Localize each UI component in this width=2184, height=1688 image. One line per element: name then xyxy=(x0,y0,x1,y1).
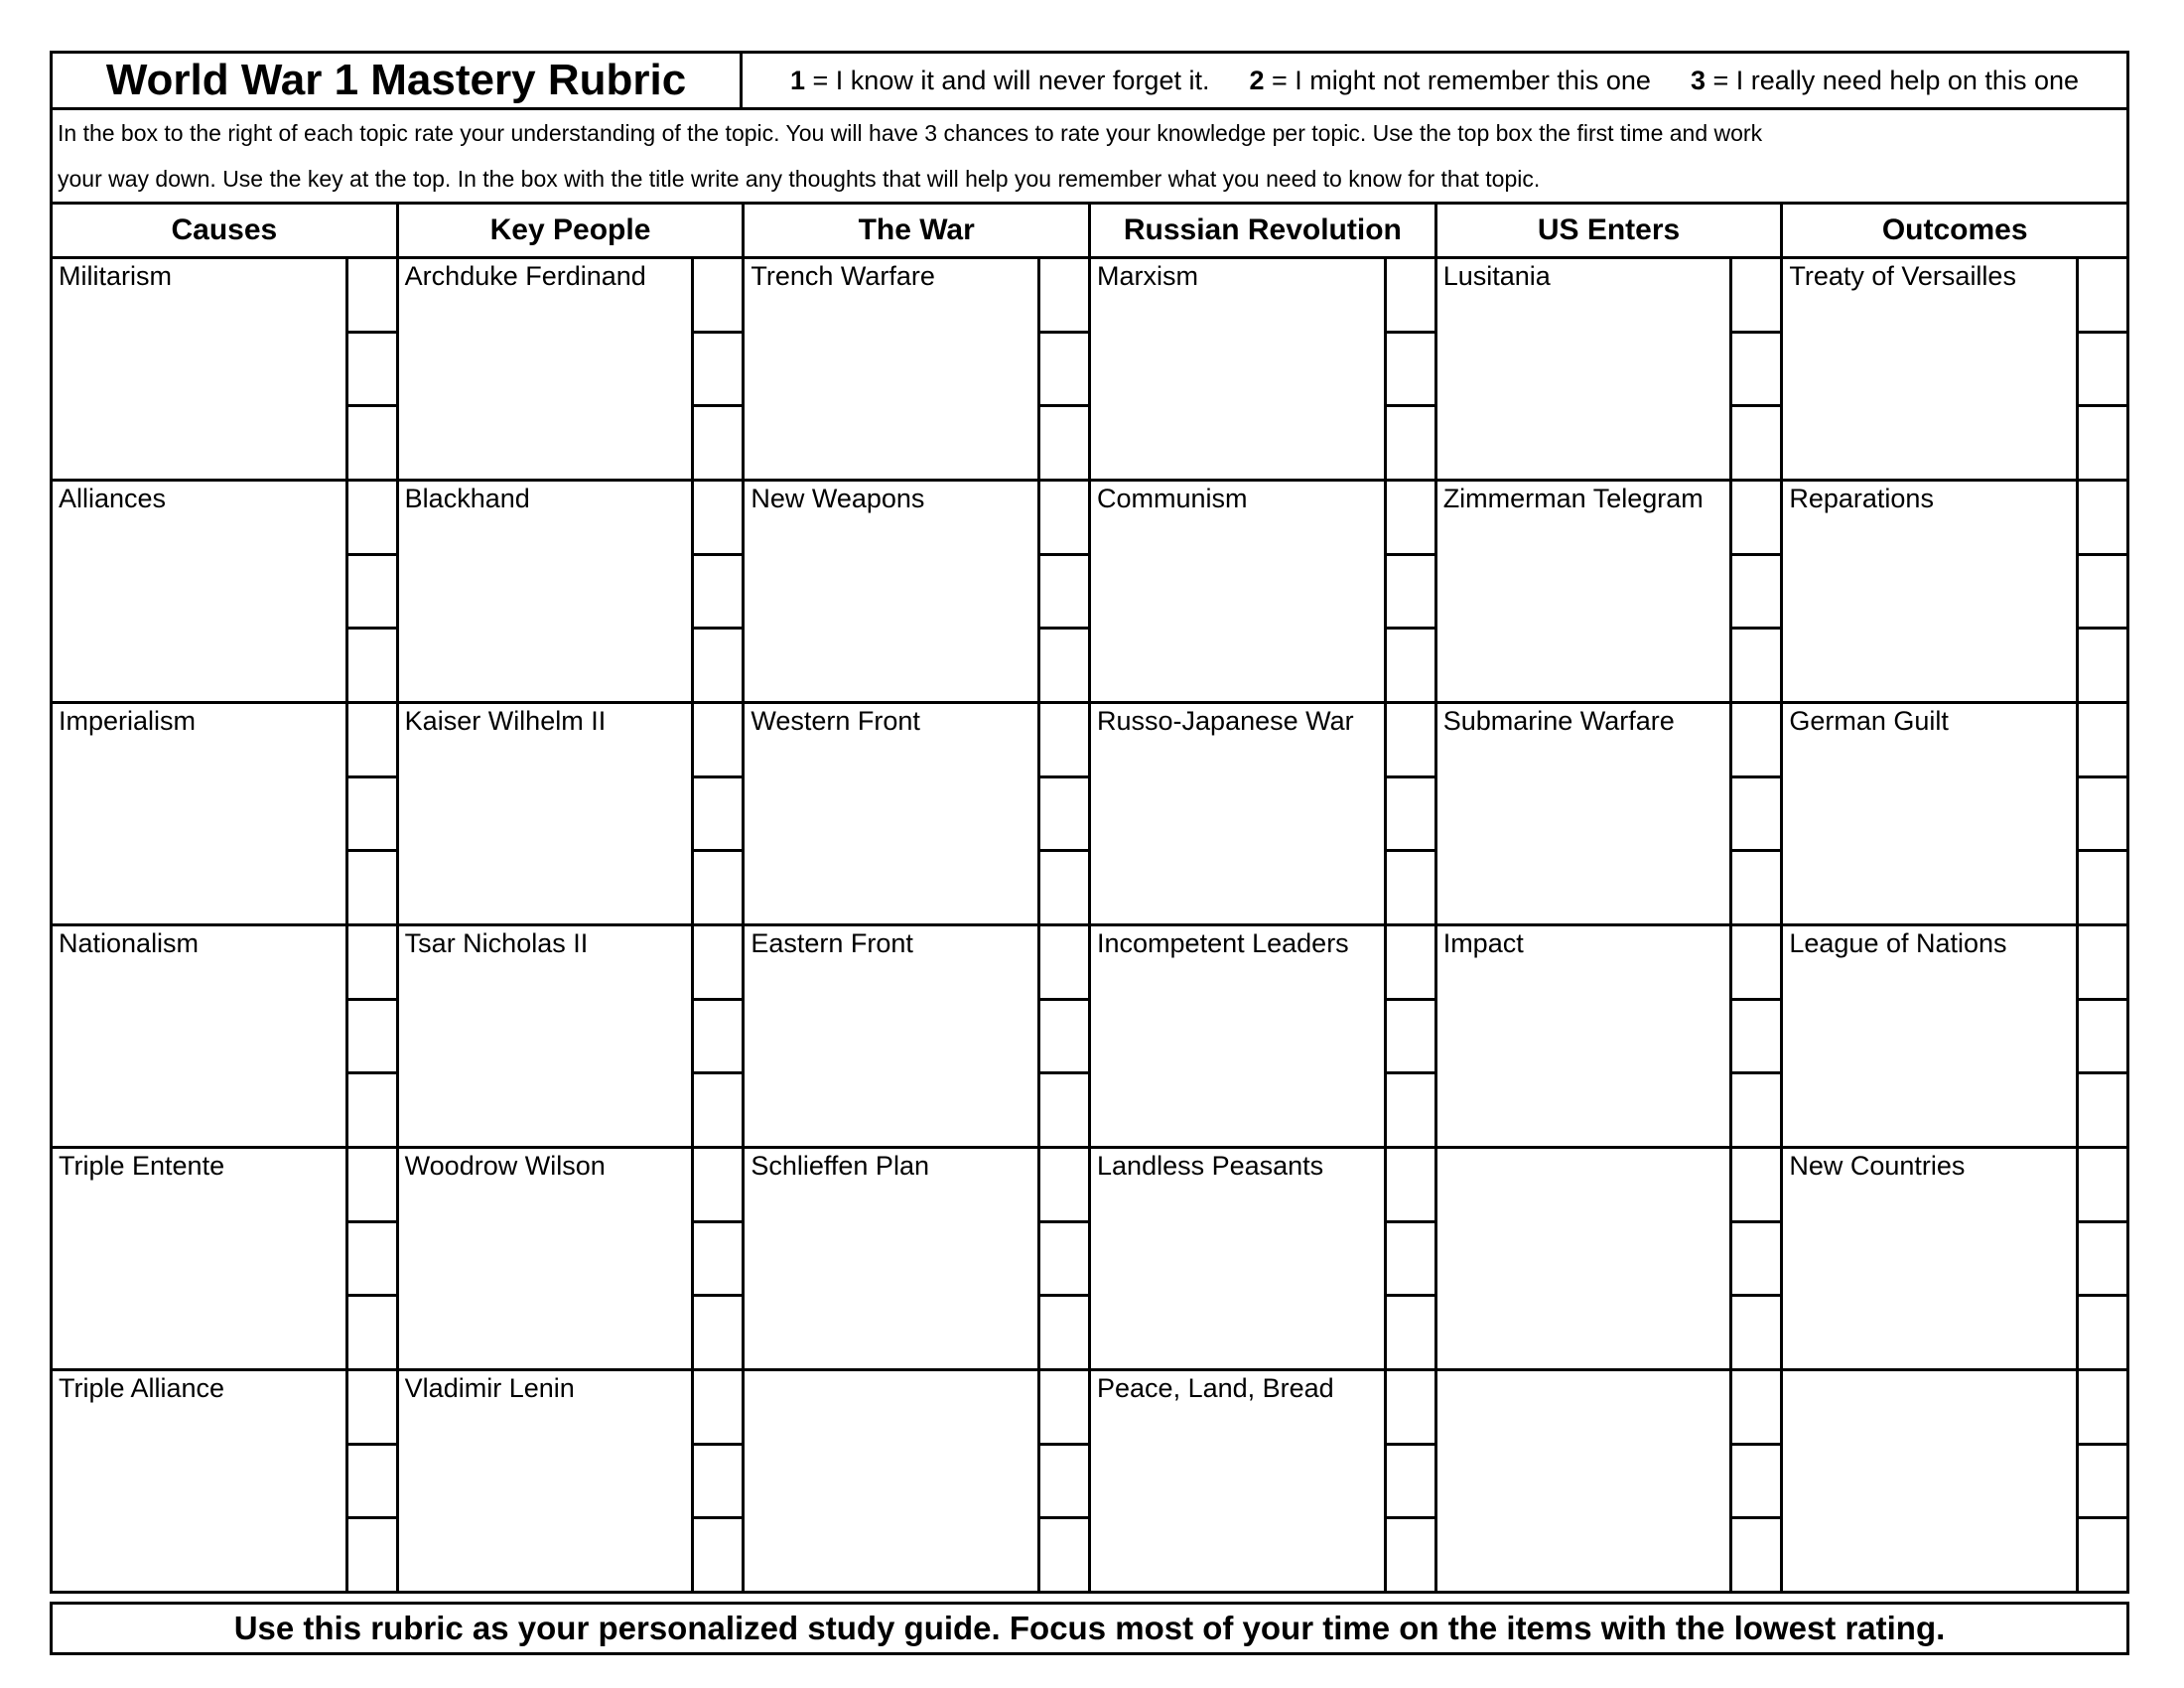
rating-box-3[interactable] xyxy=(1387,407,1434,479)
rating-boxes xyxy=(1384,926,1434,1146)
rating-box-1[interactable] xyxy=(694,259,742,334)
rating-key xyxy=(743,54,2126,107)
topic-notes-box[interactable] xyxy=(1437,1371,1730,1591)
rating-box-2[interactable] xyxy=(348,556,396,631)
topic-notes-box[interactable]: Peace, Land, Bread xyxy=(1097,1373,1334,1403)
rating-box-1[interactable] xyxy=(2079,1371,2126,1446)
rating-box-3[interactable] xyxy=(694,1074,742,1146)
topic-notes-box[interactable]: Schlieffen Plan xyxy=(751,1151,929,1181)
topic-row xyxy=(53,482,396,704)
rating-box-3[interactable] xyxy=(1732,407,1780,479)
rating-box-3[interactable] xyxy=(1387,1297,1434,1368)
topic-notes-box[interactable]: Zimmerman Telegram xyxy=(1442,484,1704,513)
topic-notes-box[interactable]: Russo-Japanese War xyxy=(1097,706,1354,736)
rating-box-3[interactable] xyxy=(2079,1519,2126,1591)
rating-box-1[interactable] xyxy=(1040,1149,1088,1223)
topic-row xyxy=(1091,1149,1434,1371)
key-number: 2 xyxy=(1249,65,1265,95)
rating-box-2[interactable] xyxy=(348,334,396,408)
rating-box-2[interactable] xyxy=(694,1223,742,1298)
rating-boxes xyxy=(2076,482,2126,701)
rating-boxes xyxy=(2076,259,2126,479)
topic-notes-box[interactable]: Reparations xyxy=(1789,484,1934,513)
rating-boxes xyxy=(1729,704,1780,923)
rating-box-2[interactable] xyxy=(2079,778,2126,853)
rating-box-3[interactable] xyxy=(348,1519,396,1591)
instructions-line-2: your way down. Use the key at the top. In the box with the title write any thoughts that will help you remember what you need to know for that topic. xyxy=(58,166,1541,192)
rating-box-2[interactable] xyxy=(348,1446,396,1520)
rating-box-2[interactable] xyxy=(348,778,396,853)
rating-box-2[interactable] xyxy=(1732,556,1780,631)
rating-boxes xyxy=(2076,926,2126,1146)
rating-box-3[interactable] xyxy=(1040,1297,1088,1368)
rating-boxes xyxy=(1384,482,1434,701)
column-us-enters xyxy=(1437,205,1784,1591)
topic-notes-box[interactable]: Impact xyxy=(1442,928,1524,958)
rating-box-3[interactable] xyxy=(1387,1519,1434,1591)
rating-boxes xyxy=(1037,482,1088,701)
rating-box-1[interactable] xyxy=(1732,482,1780,556)
topic-notes-box[interactable]: Triple Alliance xyxy=(59,1373,225,1403)
rating-box-2[interactable] xyxy=(1732,1446,1780,1520)
rating-box-2[interactable] xyxy=(1387,1223,1434,1298)
rating-boxes xyxy=(691,1149,742,1368)
topic-notes-box[interactable]: Militarism xyxy=(59,261,172,291)
rating-box-3[interactable] xyxy=(348,1074,396,1146)
rating-box-1[interactable] xyxy=(1387,482,1434,556)
rating-boxes xyxy=(1037,1149,1088,1368)
topic-notes-box[interactable]: Lusitania xyxy=(1442,261,1551,291)
rating-box-1[interactable] xyxy=(1732,1149,1780,1223)
topic-row xyxy=(399,482,743,704)
rating-boxes xyxy=(1729,259,1780,479)
rating-box-3[interactable] xyxy=(1732,1297,1780,1368)
rating-box-3[interactable] xyxy=(1732,1519,1780,1591)
rating-box-1[interactable] xyxy=(1040,482,1088,556)
rating-box-3[interactable] xyxy=(348,630,396,701)
rating-box-3[interactable] xyxy=(348,852,396,923)
rating-box-3[interactable] xyxy=(1732,852,1780,923)
rating-box-2[interactable] xyxy=(2079,556,2126,631)
topic-row xyxy=(53,259,396,482)
rating-box-2[interactable] xyxy=(694,334,742,408)
rating-box-3[interactable] xyxy=(1732,1074,1780,1146)
rating-boxes xyxy=(691,259,742,479)
rating-box-1[interactable] xyxy=(1040,1371,1088,1446)
rating-box-2[interactable] xyxy=(1732,1001,1780,1075)
rating-boxes xyxy=(691,926,742,1146)
topic-notes-box[interactable]: Blackhand xyxy=(404,484,530,513)
rating-box-2[interactable] xyxy=(1732,1223,1780,1298)
topic-notes-box[interactable]: Marxism xyxy=(1097,261,1199,291)
footer-note: Use this rubric as your personalized study guide. Focus most of your time on the items with the lowest rating. xyxy=(50,1602,2129,1655)
topic-columns xyxy=(53,205,2126,1591)
topic-notes-box[interactable]: Landless Peasants xyxy=(1097,1151,1324,1181)
column-causes xyxy=(53,205,399,1591)
column-header: Key People xyxy=(399,205,743,259)
rating-boxes xyxy=(345,482,396,701)
rating-box-3[interactable] xyxy=(2079,407,2126,479)
rating-boxes xyxy=(345,704,396,923)
rating-box-1[interactable] xyxy=(2079,482,2126,556)
topic-notes-box[interactable] xyxy=(1783,1371,2076,1591)
rating-boxes xyxy=(1384,1371,1434,1591)
column-header: Outcomes xyxy=(1783,205,2126,259)
rating-box-2[interactable] xyxy=(694,556,742,631)
rating-box-1[interactable] xyxy=(348,482,396,556)
key-number: 3 xyxy=(1690,65,1706,95)
rating-boxes xyxy=(345,1371,396,1591)
rating-boxes xyxy=(1729,926,1780,1146)
rating-box-1[interactable] xyxy=(694,482,742,556)
rating-box-3[interactable] xyxy=(2079,852,2126,923)
rating-box-3[interactable] xyxy=(1040,407,1088,479)
topic-row xyxy=(53,1371,396,1591)
rating-box-3[interactable] xyxy=(1732,630,1780,701)
topic-notes-box[interactable]: New Countries xyxy=(1789,1151,1966,1181)
rating-box-2[interactable] xyxy=(2079,1223,2126,1298)
topic-notes-box[interactable]: Western Front xyxy=(751,706,920,736)
rating-box-1[interactable] xyxy=(348,259,396,334)
topic-notes-box[interactable]: Triple Entente xyxy=(59,1151,225,1181)
rating-box-3[interactable] xyxy=(2079,630,2126,701)
rating-box-1[interactable] xyxy=(1732,259,1780,334)
rating-box-3[interactable] xyxy=(694,852,742,923)
topic-notes-box[interactable]: Vladimir Lenin xyxy=(404,1373,575,1403)
column-header: US Enters xyxy=(1437,205,1781,259)
topic-row xyxy=(1783,482,2126,704)
rating-box-2[interactable] xyxy=(1732,334,1780,408)
topic-notes-box[interactable]: Treaty of Versailles xyxy=(1789,261,2016,291)
rating-box-1[interactable] xyxy=(1387,1149,1434,1223)
rating-boxes xyxy=(1037,1371,1088,1591)
topic-row xyxy=(399,1371,743,1591)
rating-box-2[interactable] xyxy=(1387,1001,1434,1075)
rating-boxes xyxy=(2076,1371,2126,1591)
rating-boxes xyxy=(2076,704,2126,923)
rating-box-3[interactable] xyxy=(2079,1297,2126,1368)
title-row xyxy=(53,54,2126,110)
rating-boxes xyxy=(1729,482,1780,701)
rating-boxes xyxy=(1384,1149,1434,1368)
column-header: The War xyxy=(745,205,1088,259)
topic-row xyxy=(1091,926,1434,1149)
topic-row xyxy=(399,926,743,1149)
rating-box-1[interactable] xyxy=(1387,259,1434,334)
topic-notes-box[interactable]: Trench Warfare xyxy=(751,261,935,291)
topic-row xyxy=(1437,926,1781,1149)
rating-box-3[interactable] xyxy=(694,1519,742,1591)
rating-boxes xyxy=(345,259,396,479)
rating-box-1[interactable] xyxy=(694,704,742,778)
rating-box-3[interactable] xyxy=(694,1297,742,1368)
topic-row xyxy=(399,704,743,926)
topic-row xyxy=(399,259,743,482)
topic-row xyxy=(745,1371,1088,1591)
rating-box-3[interactable] xyxy=(2079,1074,2126,1146)
topic-row xyxy=(1783,1149,2126,1371)
topic-row xyxy=(1091,1371,1434,1591)
column-outcomes xyxy=(1783,205,2126,1591)
topic-notes-box[interactable]: Incompetent Leaders xyxy=(1097,928,1349,958)
topic-notes-box[interactable]: Alliances xyxy=(59,484,167,513)
rating-boxes xyxy=(2076,1149,2126,1368)
topic-row xyxy=(1437,259,1781,482)
rating-box-1[interactable] xyxy=(1732,704,1780,778)
rating-boxes xyxy=(1037,704,1088,923)
column-header: Russian Revolution xyxy=(1091,205,1434,259)
topic-row xyxy=(745,482,1088,704)
topic-row xyxy=(1783,926,2126,1149)
rating-box-2[interactable] xyxy=(2079,334,2126,408)
topic-notes-box[interactable]: Tsar Nicholas II xyxy=(404,928,589,958)
rating-box-3[interactable] xyxy=(1387,852,1434,923)
topic-row xyxy=(53,926,396,1149)
topic-notes-box[interactable]: Communism xyxy=(1097,484,1248,513)
key-text: = I really need help on this one xyxy=(1705,65,2079,95)
rating-box-2[interactable] xyxy=(2079,1446,2126,1520)
topic-row xyxy=(745,1149,1088,1371)
rating-boxes xyxy=(1729,1371,1780,1591)
rating-box-3[interactable] xyxy=(348,407,396,479)
rating-box-1[interactable] xyxy=(1040,926,1088,1001)
rating-box-1[interactable] xyxy=(694,1149,742,1223)
topic-row xyxy=(53,704,396,926)
topic-row xyxy=(1437,1149,1781,1371)
topic-notes-box[interactable]: New Weapons xyxy=(751,484,925,513)
rubric-sheet xyxy=(50,51,2129,1594)
column-the-war xyxy=(745,205,1091,1591)
rating-boxes xyxy=(691,1371,742,1591)
key-item-2 xyxy=(1249,66,1650,96)
key-text: = I might not remember this one xyxy=(1264,65,1651,95)
topic-row xyxy=(1091,482,1434,704)
rating-box-2[interactable] xyxy=(1387,1446,1434,1520)
key-number: 1 xyxy=(790,65,806,95)
rating-boxes xyxy=(691,482,742,701)
rating-box-1[interactable] xyxy=(1387,926,1434,1001)
rating-box-1[interactable] xyxy=(348,1371,396,1446)
rating-box-1[interactable] xyxy=(2079,1149,2126,1223)
topic-notes-box[interactable]: German Guilt xyxy=(1789,706,1949,736)
rating-boxes xyxy=(1037,259,1088,479)
key-item-3 xyxy=(1691,66,2079,96)
rating-box-1[interactable] xyxy=(348,926,396,1001)
rating-box-2[interactable] xyxy=(348,1001,396,1075)
rating-box-1[interactable] xyxy=(1387,1371,1434,1446)
rating-box-1[interactable] xyxy=(1732,1371,1780,1446)
rating-box-1[interactable] xyxy=(2079,704,2126,778)
rating-box-1[interactable] xyxy=(694,926,742,1001)
topic-notes-box[interactable] xyxy=(1437,1149,1730,1368)
topic-notes-box[interactable]: Eastern Front xyxy=(751,928,913,958)
instructions-line-1: In the box to the right of each topic rate your understanding of the topic. You will have 3 chances to rate your knowledge per topic. Use the top box the first time and work xyxy=(58,120,1763,146)
rating-box-2[interactable] xyxy=(1387,778,1434,853)
rating-box-2[interactable] xyxy=(1040,1001,1088,1075)
topic-row xyxy=(1437,482,1781,704)
topic-row xyxy=(1091,704,1434,926)
column-russian-revolution xyxy=(1091,205,1437,1591)
rating-box-1[interactable] xyxy=(1732,926,1780,1001)
rating-box-3[interactable] xyxy=(1040,630,1088,701)
topic-row xyxy=(1437,704,1781,926)
rating-box-1[interactable] xyxy=(1040,259,1088,334)
rating-box-1[interactable] xyxy=(348,1149,396,1223)
rating-box-1[interactable] xyxy=(1040,704,1088,778)
rating-box-2[interactable] xyxy=(1040,334,1088,408)
rating-box-2[interactable] xyxy=(694,778,742,853)
topic-notes-box[interactable]: League of Nations xyxy=(1789,928,2007,958)
topic-row xyxy=(1091,259,1434,482)
rating-box-3[interactable] xyxy=(694,407,742,479)
rating-boxes xyxy=(1384,259,1434,479)
topic-row xyxy=(1783,1371,2126,1591)
rating-box-1[interactable] xyxy=(1387,704,1434,778)
rubric-title: World War 1 Mastery Rubric xyxy=(53,54,743,107)
rating-box-3[interactable] xyxy=(694,630,742,701)
rating-boxes xyxy=(691,704,742,923)
rating-boxes xyxy=(1037,926,1088,1146)
topic-row xyxy=(1783,704,2126,926)
rating-box-1[interactable] xyxy=(2079,926,2126,1001)
key-text: = I know it and will never forget it. xyxy=(805,65,1210,95)
rating-box-2[interactable] xyxy=(1040,1446,1088,1520)
rating-box-2[interactable] xyxy=(1040,556,1088,631)
topic-notes-box[interactable]: Nationalism xyxy=(59,928,200,958)
rating-boxes xyxy=(345,926,396,1146)
topic-row xyxy=(745,259,1088,482)
rating-box-2[interactable] xyxy=(1387,334,1434,408)
topic-row xyxy=(745,704,1088,926)
topic-row xyxy=(745,926,1088,1149)
rating-box-1[interactable] xyxy=(694,1371,742,1446)
rating-box-2[interactable] xyxy=(1732,778,1780,853)
rating-box-2[interactable] xyxy=(1040,778,1088,853)
rating-box-2[interactable] xyxy=(1387,556,1434,631)
topic-notes-box[interactable]: Imperialism xyxy=(59,706,197,736)
rating-box-3[interactable] xyxy=(1387,630,1434,701)
topic-row xyxy=(1437,1371,1781,1591)
rating-box-2[interactable] xyxy=(694,1446,742,1520)
rating-boxes xyxy=(1384,704,1434,923)
topic-notes-box[interactable] xyxy=(745,1371,1037,1591)
rating-box-3[interactable] xyxy=(1040,1074,1088,1146)
rating-box-1[interactable] xyxy=(348,704,396,778)
rating-box-2[interactable] xyxy=(2079,1001,2126,1075)
rating-box-3[interactable] xyxy=(1387,1074,1434,1146)
rating-box-2[interactable] xyxy=(348,1223,396,1298)
column-header: Causes xyxy=(53,205,396,259)
topic-notes-box[interactable]: Kaiser Wilhelm II xyxy=(404,706,607,736)
column-key-people xyxy=(399,205,746,1591)
topic-row xyxy=(399,1149,743,1371)
rating-box-2[interactable] xyxy=(1040,1223,1088,1298)
instructions xyxy=(53,110,2126,205)
key-item-1 xyxy=(790,66,1209,96)
rating-box-3[interactable] xyxy=(1040,852,1088,923)
rating-box-3[interactable] xyxy=(1040,1519,1088,1591)
rating-box-2[interactable] xyxy=(694,1001,742,1075)
rating-box-3[interactable] xyxy=(348,1297,396,1368)
rating-boxes xyxy=(345,1149,396,1368)
rating-boxes xyxy=(1729,1149,1780,1368)
topic-notes-box[interactable]: Woodrow Wilson xyxy=(404,1151,606,1181)
topic-notes-box[interactable]: Submarine Warfare xyxy=(1442,706,1675,736)
topic-row xyxy=(53,1149,396,1371)
topic-row xyxy=(1783,259,2126,482)
rating-box-1[interactable] xyxy=(2079,259,2126,334)
topic-notes-box[interactable]: Archduke Ferdinand xyxy=(404,261,646,291)
